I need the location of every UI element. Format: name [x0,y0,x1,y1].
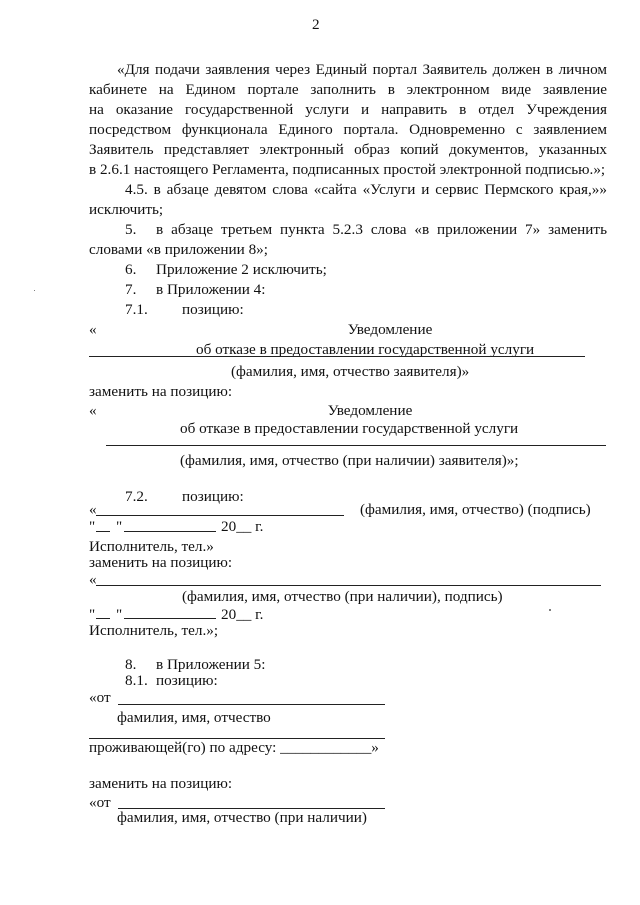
item-4-5: 4.5. в абзаце девятом слова «сайта «Услуги и сервис Пермского края,»» [125,181,607,198]
month-underline [124,531,216,532]
item-8-1-text: позицию: [156,672,218,689]
item-8-text: в Приложении 5: [156,656,266,673]
item-7-2-number: 7.2. [125,488,148,505]
item-7-text: в Приложении 4: [156,281,266,298]
item-4-5-cont: исключить; [89,201,164,218]
item-8-number: 8. [125,656,137,673]
from-caption: фамилия, имя, отчество (при наличии) [117,809,367,826]
item-5-number: 5. [125,221,137,238]
year-field: 20__ г. [221,606,264,623]
from-prefix: «от [89,689,111,706]
notice-title: Уведомление [347,321,433,338]
notice-caption: (фамилия, имя, отчество заявителя)» [231,363,470,380]
date-quote: " [116,606,123,623]
open-quote: « [89,402,97,419]
name-underline [106,445,606,446]
notice-subtitle: об отказе в предоставлении государственной услуги [180,420,519,437]
para-line: «Для подачи заявления через Единый портал Заявитель должен в личном [117,61,607,78]
item-7-1-text: позицию: [182,301,244,318]
notice-title: Уведомление [327,402,413,419]
from-caption: фамилия, имя, отчество [117,709,271,726]
date-quote: " [89,606,96,623]
scan-speck [34,290,35,291]
signature-label: (фамилия, имя, отчество) (подпись) [360,501,591,518]
item-7-2-text: позицию: [182,488,244,505]
item-6-number: 6. [125,261,137,278]
day-underline [96,618,110,619]
day-underline [96,531,110,532]
date-quote: " [116,518,123,535]
page-number: 2 [312,16,320,33]
notice-subtitle: об отказе в предоставлении государственной услуги [196,341,535,358]
item-8-1-number: 8.1. [125,672,148,689]
signature-label: (фамилия, имя, отчество (при наличии), подпись) [182,588,503,605]
signature-underline [96,585,601,586]
open-quote: « [89,501,97,518]
executor-line: Исполнитель, тел.»; [89,622,219,639]
replace-label: заменить на позицию: [89,554,233,571]
replace-label: заменить на позицию: [89,383,233,400]
para-line: Заявитель представляет электронный образ копий документов, указанных [89,141,607,158]
open-quote: « [89,321,97,338]
signature-underline [96,515,344,516]
item-5-cont: словами «в приложении 8»; [89,241,268,258]
from-prefix: «от [89,794,111,811]
item-6-text: Приложение 2 исключить; [156,261,327,278]
open-quote: « [89,571,97,588]
year-field: 20__ г. [221,518,264,535]
para-line: в 2.6.1 настоящего Регламента, подписанных простой электронной подписью.»; [89,161,606,178]
notice-caption: (фамилия, имя, отчество (при наличии) заявителя)»; [180,452,519,469]
date-quote: " [89,518,96,535]
para-line: на оказание государственной услуги и направить в отдел Учреждения [89,101,607,118]
item-7-number: 7. [125,281,137,298]
replace-label: заменить на позицию: [89,775,233,792]
scan-speck [549,609,551,611]
address-line: проживающей(го) по адресу: ____________» [89,739,379,756]
from-underline [118,704,385,705]
para-line: посредством функционала Единого портала. Одновременно с заявлением [89,121,607,138]
para-line: кабинете на Едином портале заполнить в электронном виде заявление [89,81,607,98]
item-7-1-number: 7.1. [125,301,148,318]
month-underline [124,618,216,619]
name-underline [89,356,585,357]
executor-line: Исполнитель, тел.» [89,538,214,555]
item-5-text: в абзаце третьем пункта 5.2.3 слова «в приложении 7» заменить [156,221,607,238]
